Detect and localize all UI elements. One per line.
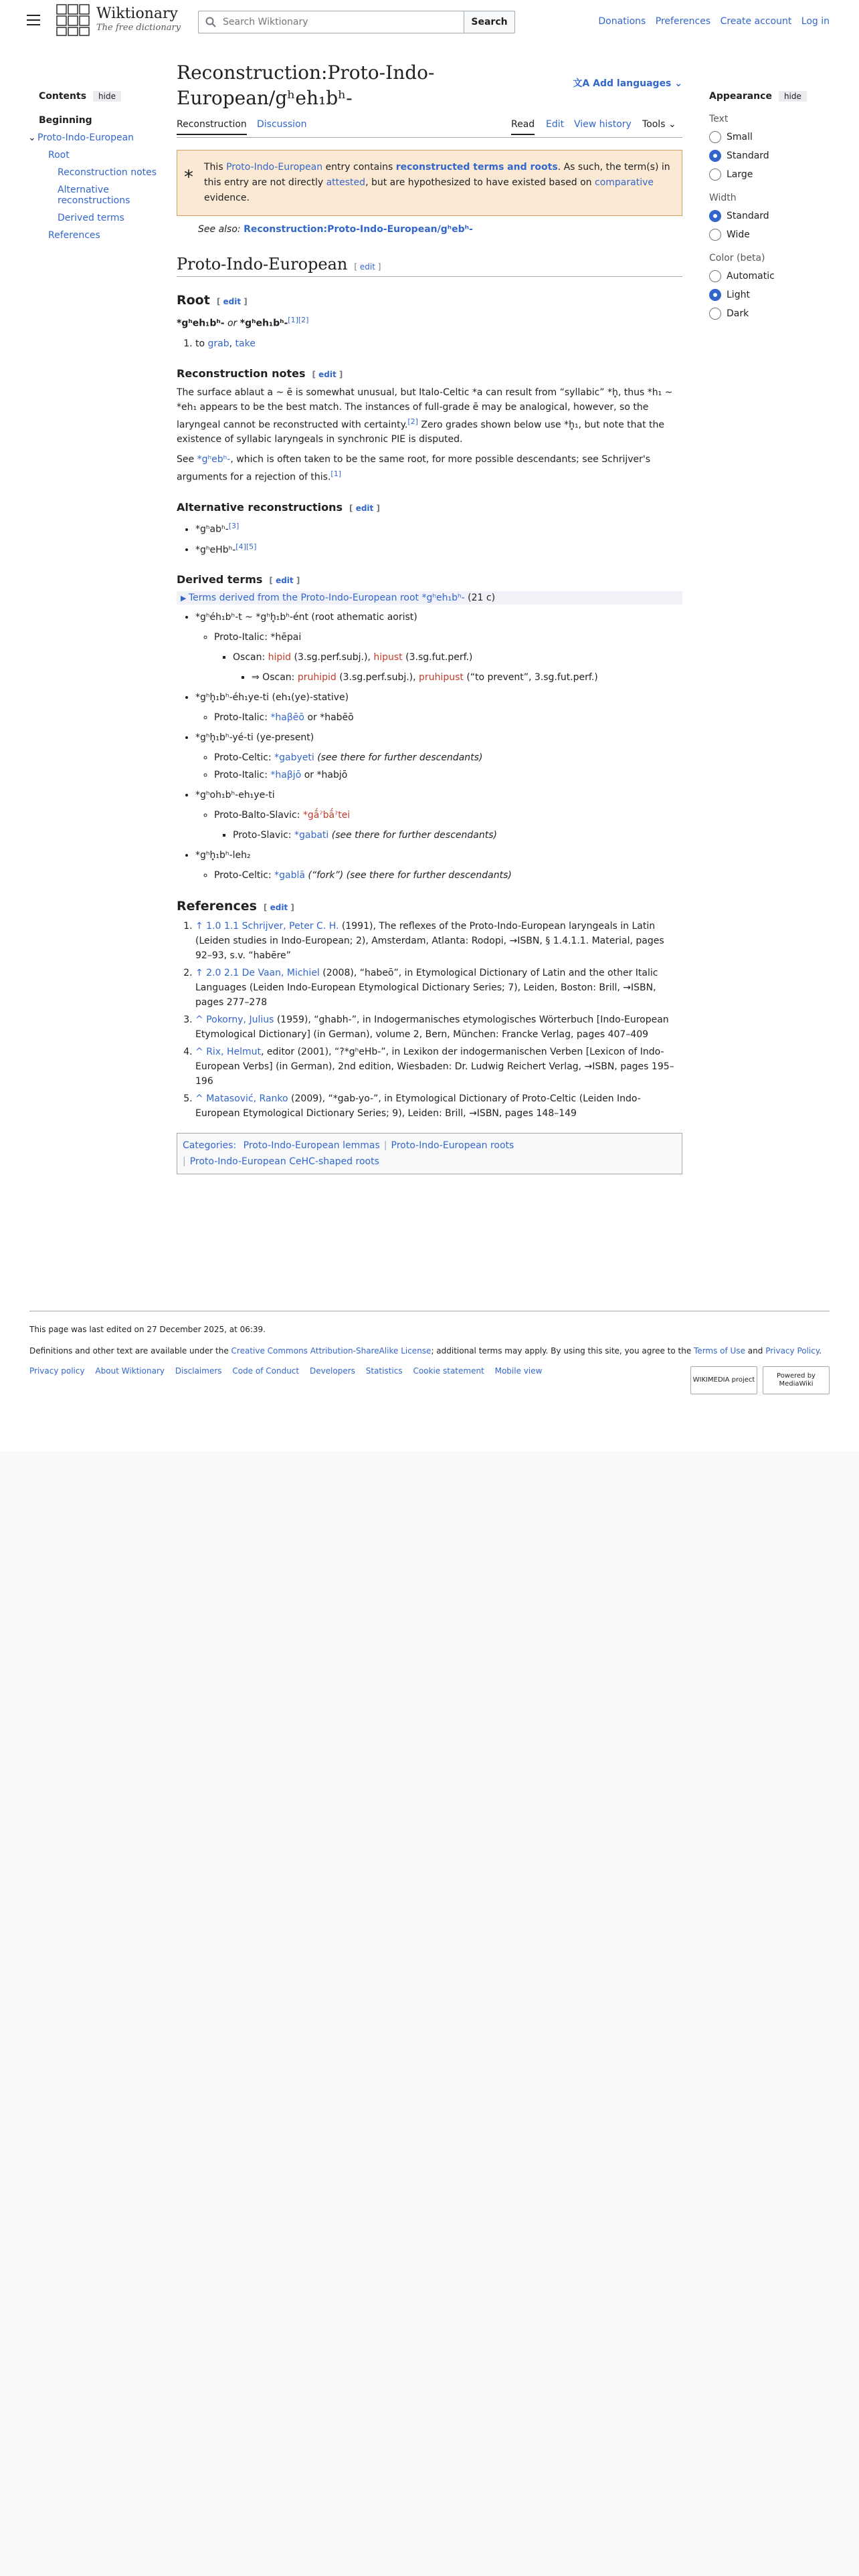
edit-link-root[interactable]: edit xyxy=(223,297,242,306)
language-heading: Proto-Indo-European [ edit ] xyxy=(177,255,682,277)
log-in-link[interactable]: Log in xyxy=(801,16,830,27)
ref-author-link[interactable]: Pokorny, Julius xyxy=(206,1014,274,1026)
license-link[interactable]: Creative Commons Attribution-ShareAlike License xyxy=(231,1346,432,1356)
table-of-contents xyxy=(28,91,159,241)
footer-link-cookies[interactable]: Cookie statement xyxy=(413,1366,484,1376)
list-item: • *gʰoh₁bʰ-eh₁ye-ti ◦ Proto-Balto-Slavic: *gā́ˀbā́ˀtei ▪ Proto-Slavic: *gabati (see there for further descendants) xyxy=(195,788,682,843)
toc-item-reconstruction-notes[interactable]: Reconstruction notes xyxy=(58,167,157,178)
search-input[interactable] xyxy=(221,16,456,28)
notice-link-attested[interactable]: attested xyxy=(326,177,366,188)
tab-view-history[interactable]: View history xyxy=(574,119,632,130)
hamburger-menu-icon[interactable] xyxy=(27,15,40,25)
footer-link-privacy[interactable]: Privacy policy xyxy=(29,1366,85,1376)
site-title[interactable]: Wiktionary xyxy=(96,5,178,22)
text-small-radio[interactable]: Small xyxy=(709,131,830,143)
personal-tools xyxy=(591,16,830,27)
definition-item: 1. to grab, take xyxy=(195,336,682,351)
width-label: Width xyxy=(709,193,737,203)
tab-edit[interactable]: Edit xyxy=(546,119,565,130)
list-item: ▪ ⇒ Oscan: pruhipid (3.sg.perf.subj.), pruhipust (“to prevent”, 3.sg.fut.perf.) xyxy=(252,670,682,685)
main-content xyxy=(177,60,682,1174)
alt-ref-4-5[interactable]: [4][5] xyxy=(235,542,257,551)
list-item: ▪ Proto-Slavic: *gabati (see there for further descendants) xyxy=(233,828,682,843)
notes-ref-2[interactable]: [2] xyxy=(407,417,418,426)
donations-link[interactable]: Donations xyxy=(598,16,646,27)
link-gabati[interactable]: *gabati xyxy=(294,830,329,841)
toc-item-root[interactable]: Root xyxy=(48,150,70,160)
page-tabs xyxy=(177,115,682,138)
categories-label-link[interactable]: Categories: xyxy=(183,1140,237,1152)
notice-link-reconstructed[interactable]: reconstructed terms and roots xyxy=(395,162,558,173)
see-also: See also: Reconstruction:Proto-Indo-European/gʰebʰ- xyxy=(198,224,473,235)
ref-author-link[interactable]: Rix, Helmut xyxy=(206,1047,262,1058)
reference-item: 3. ^ Pokorny, Julius (1959), “ghabh-”, in Indogermanisches etymologisches Wörterbuch [Indo-European Etymological Dictionary] (in German), volume 2, Bern, München: Francke Verlag, pages 407–409 xyxy=(195,1012,682,1042)
search-button[interactable]: Search xyxy=(464,11,515,33)
chevron-down-icon[interactable]: ⌄ xyxy=(28,132,36,143)
color-dark-radio[interactable]: Dark xyxy=(709,308,830,320)
color-automatic-radio[interactable]: Automatic xyxy=(709,270,830,282)
list-item: • *gʰh̥₁bʰ-yé-ti (ye-present) ◦ Proto-Celtic: *gabyeti (see there for further descendants) ◦ Proto-Italic: *haβjō or *habjō xyxy=(195,730,682,782)
notes-paragraph-2: See *gʰebʰ-, which is often taken to be the same root, for more possible descendants; see Schrijver's arguments for a rejection of this.[1] xyxy=(177,454,651,483)
link-habjo[interactable]: *haβjō xyxy=(270,770,302,781)
wikimedia-badge[interactable]: WIKIMEDIA project xyxy=(690,1366,757,1394)
preferences-link[interactable]: Preferences xyxy=(655,16,711,27)
toc-hide-button[interactable]: hide xyxy=(93,91,121,102)
width-standard-radio[interactable]: Standard xyxy=(709,210,830,222)
color-light-radio[interactable]: Light xyxy=(709,289,830,301)
reference-item: 5. ^ Matasović, Ranko (2009), “*gab-yo-”, in Etymological Dictionary of Proto-Celtic (Leiden Indo-European Etymological Dictionary Series; 9), Leiden: Brill, →ISBN, pages 148–149 xyxy=(195,1091,682,1121)
text-large-radio[interactable]: Large xyxy=(709,169,830,181)
notes-ref-1[interactable]: [1] xyxy=(330,469,341,479)
link-gabla[interactable]: *gablā xyxy=(274,870,305,881)
list-item: ▪ Oscan: hipid (3.sg.perf.subj.), hipust (3.sg.fut.perf.) ▪ ⇒ Oscan: pruhipid (3.sg.perf.subj.), pruhipust (“to prevent”, 3.sg.fut.perf.) xyxy=(233,650,682,685)
notes-link-gebh[interactable]: *gʰebʰ- xyxy=(197,454,231,465)
edit-link-alt[interactable]: edit xyxy=(355,503,374,513)
search-box xyxy=(198,11,464,33)
width-wide-radio[interactable]: Wide xyxy=(709,229,830,241)
toc-item-beginning[interactable]: Beginning xyxy=(39,115,92,126)
list-item: • *gʰéh₁bʰ-t ~ *gʰh̥₁bʰ-ént (root athematic aorist) ◦ Proto-Italic: *hēpai ▪ Oscan: hipid (3.sg.perf.subj.), hipust (3.sg.fut.perf.) ▪ ⇒ Oscan: pruhipid (3.sg.perf.subj.), pruhipust (“to prevent”, 3.sg.fut.perf.) xyxy=(195,610,682,685)
derived-terms-collapsible[interactable]: ▶ Terms derived from the Proto-Indo-European root *gʰeh₁bʰ- (21 c) xyxy=(177,591,682,605)
category-link[interactable]: Proto-Indo-European lemmas xyxy=(243,1140,380,1152)
derived-terms-category-link[interactable]: Terms derived from the Proto-Indo-European root *gʰeh₁bʰ- xyxy=(188,593,465,604)
tools-menu[interactable]: Tools ⌄ xyxy=(642,119,676,130)
text-standard-radio[interactable]: Standard xyxy=(709,150,830,162)
edit-link-derived[interactable]: edit xyxy=(276,576,294,586)
list-item: • *gʰabʰ-[3] xyxy=(195,519,682,537)
page-title: Reconstruction:Proto-Indo-European/gʰeh₁bʰ- xyxy=(177,62,435,109)
tab-read[interactable]: Read xyxy=(511,119,535,135)
edit-link-references[interactable]: edit xyxy=(270,903,288,913)
references-heading: References [ edit ] xyxy=(177,899,294,914)
toc-item-references[interactable]: References xyxy=(48,230,100,241)
last-edited: This page was last edited on 27 December 2025, at 06:39. xyxy=(29,1325,266,1334)
appearance-heading: Appearance hide xyxy=(709,91,830,102)
triangle-right-icon: ▶ xyxy=(181,594,189,603)
footer-link-conduct[interactable]: Code of Conduct xyxy=(232,1366,300,1376)
privacy-link[interactable]: Privacy Policy xyxy=(765,1346,820,1356)
def-link-take[interactable]: take xyxy=(235,338,256,349)
toc-heading: Contents hide xyxy=(39,91,159,102)
link-hipust[interactable]: hipust xyxy=(373,652,403,663)
mediawiki-badge[interactable]: Powered by MediaWiki xyxy=(763,1366,830,1394)
footer-badges xyxy=(690,1366,830,1394)
edit-link-language[interactable]: edit xyxy=(359,262,375,272)
text-size-label: Text xyxy=(709,114,729,124)
footer-link-about[interactable]: About Wiktionary xyxy=(95,1366,165,1376)
notice-link-comparative[interactable]: comparative xyxy=(595,177,654,188)
link-gabyeti[interactable]: *gabyeti xyxy=(274,752,314,764)
headword-ref[interactable]: [1][2] xyxy=(288,316,309,324)
link-hipid[interactable]: hipid xyxy=(268,652,292,663)
asterisk-icon: * xyxy=(184,166,193,188)
list-item: ◦ Proto-Celtic: *gablā (“fork”) (see there for further descendants) xyxy=(214,868,682,883)
list-item: ◦ Proto-Italic: *hēpai ▪ Oscan: hipid (3.sg.perf.subj.), hipust (3.sg.fut.perf.) ▪ ⇒ Oscan: pruhipid (3.sg.perf.subj.), pruhipust (“to prevent”, 3.sg.fut.perf.) xyxy=(214,630,682,685)
color-label: Color (beta) xyxy=(709,253,765,263)
footer xyxy=(29,1311,830,1388)
notes-paragraph-1: The surface ablaut a ~ ē is somewhat unusual, but Italo-Celtic *a can result from “syllabic” *h̥, thus *h₁ ~ *eh₁ appears to be the best match. The instances of full-grade ē may be analogical, however, so the laryngeal cannot be reconstructed with certainty.[2] Zero grades shown below use *h̥₁, but note that the existence of syllabic laryngeals in synchronic PIE is disputed. xyxy=(177,387,673,445)
ref-author-link[interactable]: De Vaan, Michiel xyxy=(242,968,320,979)
tab-discussion[interactable]: Discussion xyxy=(257,119,307,130)
root-heading: Root [ edit ] xyxy=(177,293,248,308)
terms-link[interactable]: Terms of Use xyxy=(694,1346,745,1356)
reference-item: 2. ↑ 2.0 2.1 De Vaan, Michiel (2008), “habeō”, in Etymological Dictionary of Latin and the other Italic Languages (Leiden Indo-European Etymological Dictionary Series; 7), Leiden, Boston: Brill, →ISBN, pages 277–278 xyxy=(195,966,682,1010)
derived-terms-list xyxy=(177,610,682,883)
list-item: ◦ Proto-Celtic: *gabyeti (see there for further descendants) xyxy=(214,750,682,765)
category-link[interactable]: Proto-Indo-European roots xyxy=(391,1140,514,1152)
toc-item-pie-row xyxy=(28,132,159,143)
create-account-link[interactable]: Create account xyxy=(720,16,792,27)
reconstruction-notice: * This Proto-Indo-European entry contains reconstructed terms and roots. As such, the term(s) in this entry are not directly attested, but are hypothesized to have existed based on comparative evidence. xyxy=(177,150,682,216)
list-item: • *gʰh̥₁bʰ-leh₂ ◦ Proto-Celtic: *gablā (“fork”) (see there for further descendants) xyxy=(195,848,682,883)
language-icon: 文A xyxy=(573,78,593,89)
definitions-list xyxy=(177,336,682,351)
references-list xyxy=(177,919,682,1121)
appearance-hide-button[interactable]: hide xyxy=(779,91,807,102)
alternatives-list xyxy=(177,519,682,557)
search-icon xyxy=(205,17,216,27)
link-habeo[interactable]: *haβēō xyxy=(270,712,304,724)
ref-author-link[interactable]: Schrijver, Peter C. H. xyxy=(242,921,339,932)
list-item: • *gʰh̥₁bʰ-éh₁ye-ti (eh₁(ye)-stative) ◦ Proto-Italic: *haβēō or *habēō xyxy=(195,690,682,725)
def-link-grab[interactable]: grab xyxy=(207,338,229,349)
ref-author-link[interactable]: Matasović, Ranko xyxy=(206,1093,288,1105)
tab-reconstruction[interactable]: Reconstruction xyxy=(177,119,247,135)
footer-link-mobile[interactable]: Mobile view xyxy=(494,1366,543,1376)
link-pruhipid[interactable]: pruhipid xyxy=(297,672,337,683)
categories-box: Categories: Proto-Indo-European lemmas | Proto-Indo-European roots | Proto-Indo-European CeHC-shaped roots xyxy=(177,1133,682,1174)
list-item: ◦ Proto-Italic: *haβēō or *habēō xyxy=(214,710,682,725)
site-tagline: The free dictionary xyxy=(96,23,181,33)
list-item: • *gʰeHbʰ-[4][5] xyxy=(195,540,682,558)
footer-link-statistics[interactable]: Statistics xyxy=(365,1366,403,1376)
footer-link-developers[interactable]: Developers xyxy=(309,1366,355,1376)
edit-link-notes[interactable]: edit xyxy=(318,369,337,379)
category-link[interactable]: Proto-Indo-European CeHC-shaped roots xyxy=(189,1156,379,1168)
footer-link-disclaimers[interactable]: Disclaimers xyxy=(175,1366,222,1376)
toc-item-derived-terms[interactable]: Derived terms xyxy=(58,213,124,223)
link-pruhipust[interactable]: pruhipust xyxy=(419,672,464,683)
derived-terms-heading: Derived terms [ edit ] xyxy=(177,573,300,586)
reconstruction-notes-heading: Reconstruction notes [ edit ] xyxy=(177,366,343,380)
appearance-panel xyxy=(709,91,830,320)
wiktionary-logo-icon[interactable] xyxy=(55,3,92,37)
alternative-reconstructions-heading: Alternative reconstructions [ edit ] xyxy=(177,500,380,514)
toc-item-proto-indo-european[interactable]: Proto-Indo-European xyxy=(37,132,134,143)
reference-item: 4. ^ Rix, Helmut, editor (2001), “?*gʰeHb-”, in Lexikon der indogermanischen Verben [Lexicon of Indo-European Verbs] (in German), 2nd edition, Wiesbaden: Dr. Ludwig Reichert Verlag, →ISBN, pages 195–196 xyxy=(195,1045,682,1089)
list-item: ◦ Proto-Italic: *haβjō or *habjō xyxy=(214,768,682,782)
notice-link-pie[interactable]: Proto-Indo-European xyxy=(226,162,323,173)
list-item: ◦ Proto-Balto-Slavic: *gā́ˀbā́ˀtei ▪ Proto-Slavic: *gabati (see there for further descendants) xyxy=(214,808,682,843)
header xyxy=(0,0,859,44)
add-languages-button[interactable]: 文A Add languages ⌄ xyxy=(573,78,682,89)
alt-ref-3[interactable]: [3] xyxy=(228,521,240,530)
headword-line: *gʰeh₁bʰ- or *gʰeh₁bʰ-[1][2] xyxy=(177,316,309,329)
link-gabatei[interactable]: *gā́ˀbā́ˀtei xyxy=(302,810,351,821)
reference-item: 1. ↑ 1.0 1.1 Schrijver, Peter C. H. (1991), The reflexes of the Proto-Indo-European laryngeals in Latin (Leiden studies in Indo-European; 2), Amsterdam, Atlanta: Rodopi, →ISBN, § 1.4.1.1. Material, pages 92–93, s.v. “habēre” xyxy=(195,919,682,963)
toc-item-alternative-reconstructions[interactable]: Alternative reconstructions xyxy=(58,185,130,206)
see-also-link[interactable]: Reconstruction:Proto-Indo-European/gʰebʰ- xyxy=(244,224,473,235)
license-text: Definitions and other text are available under the Creative Commons Attribution-ShareAlike License; additional terms may apply. By using this site, you agree to the Terms of Use and Privacy Policy. xyxy=(29,1346,822,1356)
